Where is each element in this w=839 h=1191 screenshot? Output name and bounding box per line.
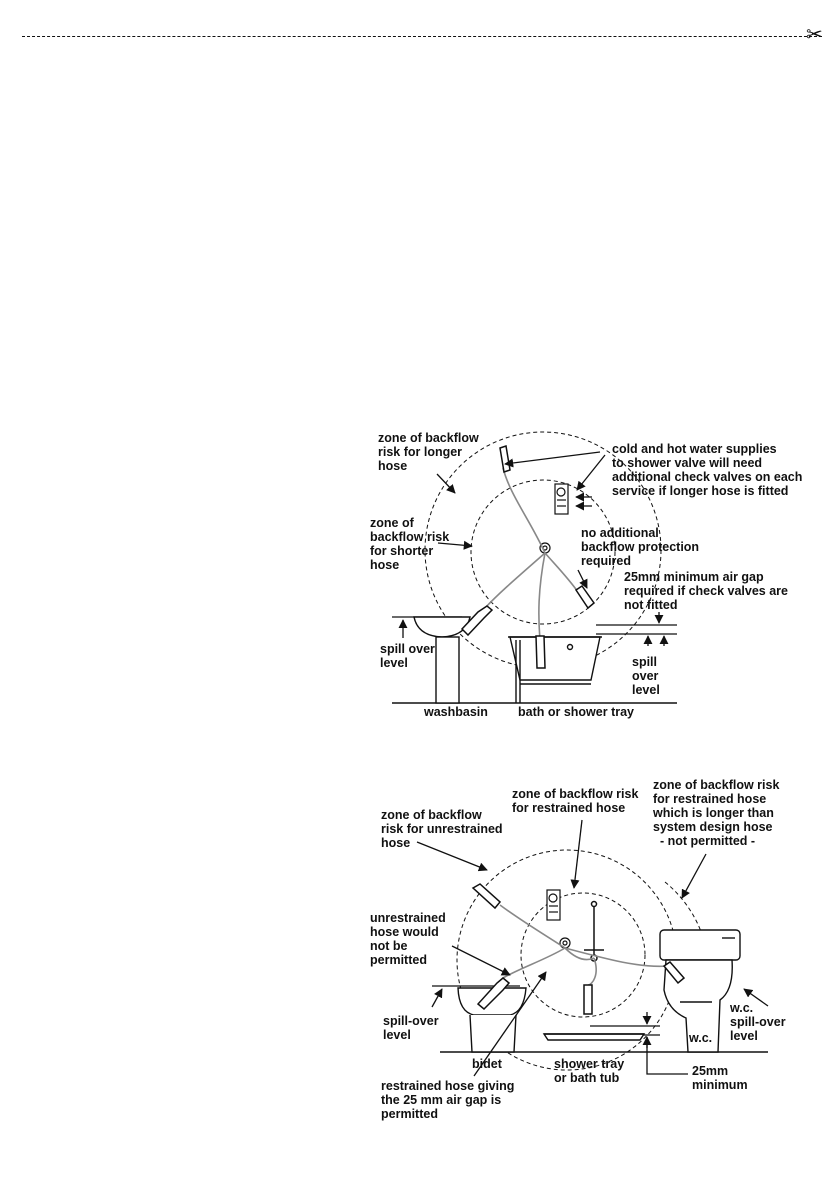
shower-heads-1 (462, 446, 594, 668)
label-wc-spill-over: w.c. spill-over level (730, 1001, 786, 1043)
label-supplies-check-valves: cold and hot water supplies to shower valve will need additional check valves on each service if longer hose is fitted (612, 442, 803, 498)
riser-rail (584, 902, 604, 962)
label-air-gap-note: 25mm minimum air gap required if check valves are not fitted (624, 570, 788, 612)
label-wc: w.c. (689, 1031, 713, 1045)
label-unrestrained-not-permitted: unrestrained hose would not be permitted (370, 911, 446, 967)
zone-circle-restrained (521, 893, 645, 1017)
scissors-icon: ✂ (806, 22, 823, 46)
label-zone-unrestrained: zone of backflow risk for unrestrained hose (381, 808, 503, 850)
hoses-2 (500, 905, 668, 985)
label-zone-shorter-hose: zone of backflow risk for shorter hose (370, 516, 450, 572)
diagram-2 (417, 820, 768, 1076)
label-bidet: bidet (472, 1057, 502, 1071)
label-no-additional-protection: no additional backflow protection required (581, 526, 700, 568)
label-zone-restrained: zone of backflow risk for restrained hose (512, 787, 639, 815)
label-shower-tray: shower tray or bath tub (554, 1057, 625, 1085)
shower-valve (540, 484, 568, 553)
label-spill-over-left-2: spill-over level (383, 1014, 439, 1042)
label-zone-longer-hose: zone of backflow risk for longer hose (378, 431, 479, 473)
label-bath-or-shower-tray: bath or shower tray (518, 705, 634, 719)
label-washbasin: washbasin (424, 705, 488, 719)
bath (508, 637, 602, 703)
shower-tray (544, 1034, 644, 1040)
label-25mm-minimum: 25mm minimum (692, 1064, 748, 1092)
label-spill-over-right: spill over level (632, 655, 660, 697)
label-spill-over-left: spill over level (380, 642, 435, 670)
label-restrained-permitted: restrained hose giving the 25 mm air gap is permitted (381, 1079, 515, 1121)
label-zone-longer-restrained: zone of backflow risk for restrained hose which is longer than system design hose - not permitted - (653, 778, 780, 848)
